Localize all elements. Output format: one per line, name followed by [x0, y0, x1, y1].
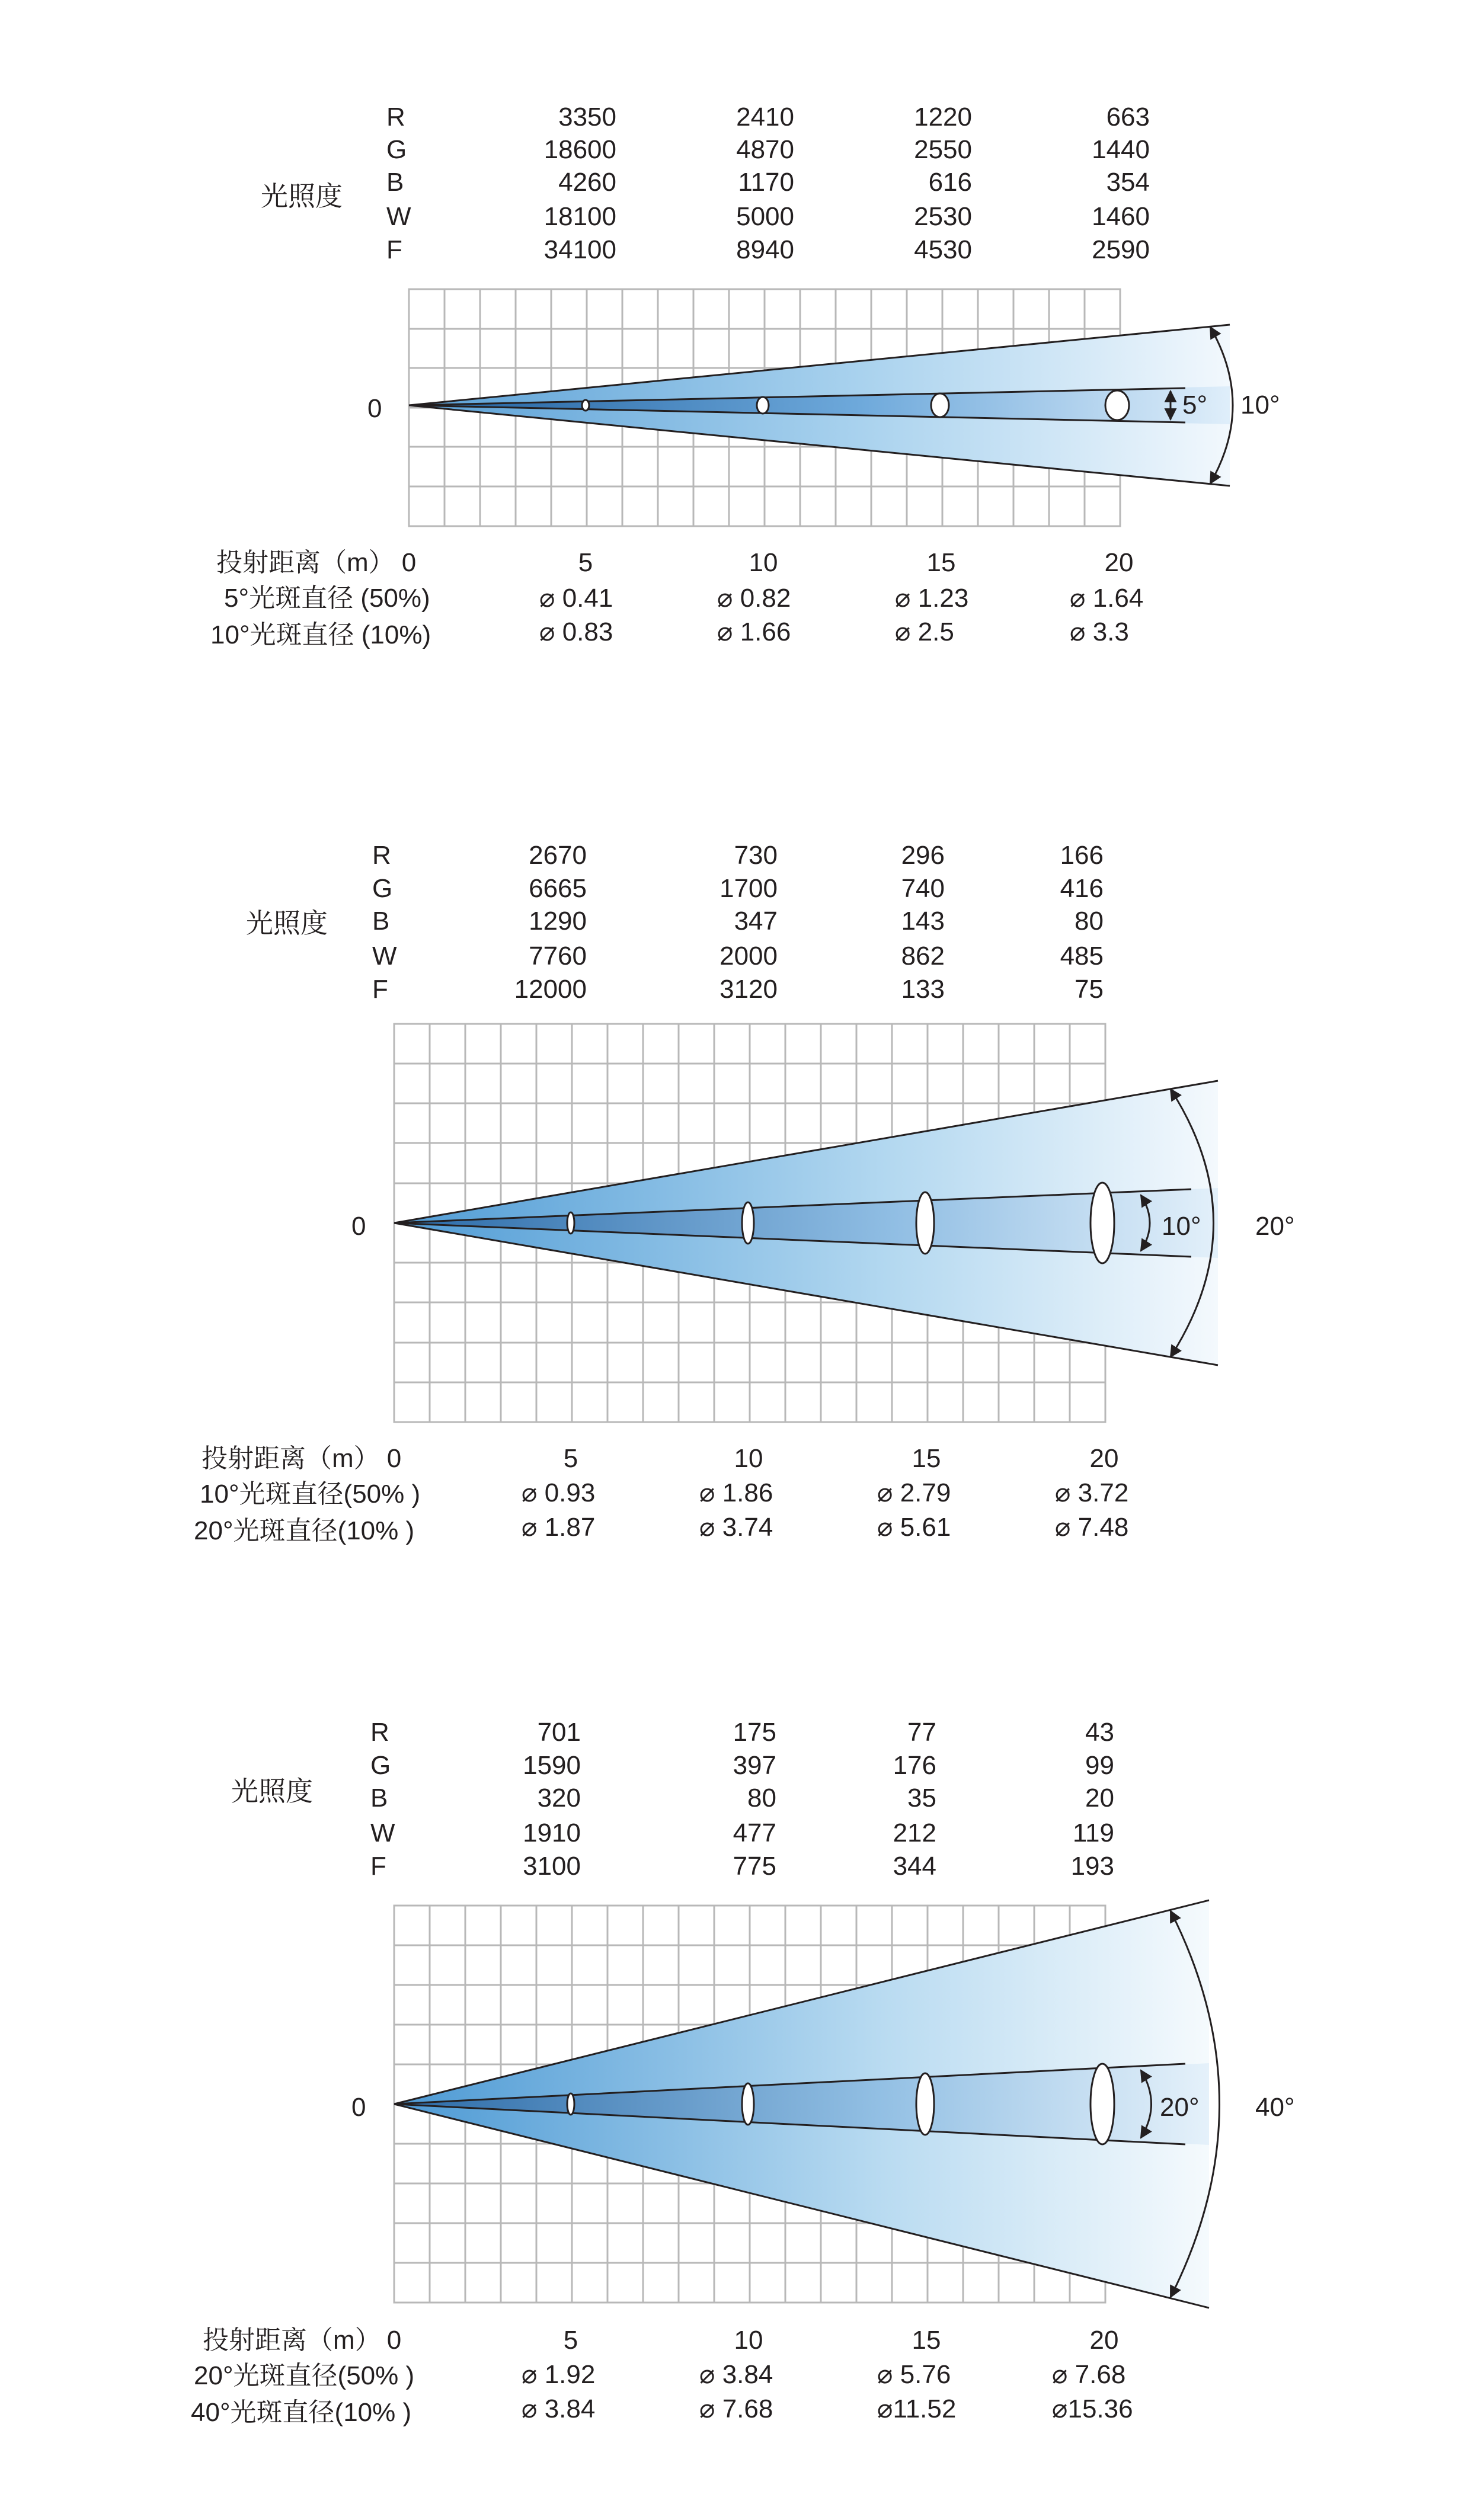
illuminance-value: 80 — [747, 1783, 776, 1813]
origin-label: 0 — [351, 1212, 366, 1241]
channel-name: W — [386, 202, 411, 231]
distance-value: 10 — [734, 2326, 763, 2355]
illuminance-value: 2590 — [1092, 235, 1150, 264]
distance-label: 投射距离（m） — [203, 2326, 381, 2355]
illuminance-value: 75 — [1075, 975, 1104, 1004]
illuminance-value: 20 — [1085, 1783, 1114, 1813]
beam-spot — [757, 397, 769, 414]
illuminance-value: 4260 — [558, 168, 616, 197]
distance-value: 10 — [734, 1444, 763, 1473]
beam-spot — [1105, 390, 1129, 420]
channel-name: G — [370, 1751, 391, 1780]
diameter-value: ⌀ 1.23 — [895, 584, 969, 613]
illuminance-value: 34100 — [543, 235, 616, 264]
beam-spot — [582, 400, 589, 411]
illuminance-value: 119 — [1072, 1818, 1114, 1847]
channel-name: B — [370, 1783, 388, 1813]
diameter-value: ⌀ 5.61 — [877, 1513, 951, 1542]
distance-value: 5 — [563, 2326, 578, 2355]
illuminance-value: 18100 — [543, 202, 616, 231]
diameter-row-label: 20°光斑直径(10% ) — [194, 1516, 415, 1545]
illuminance-label: 光照度 — [261, 181, 343, 212]
channel-name: R — [370, 1718, 389, 1747]
illuminance-value: 397 — [733, 1751, 776, 1780]
inner-angle-label: 10° — [1162, 1212, 1201, 1241]
illuminance-value: 4870 — [736, 135, 794, 164]
diameter-value: ⌀ 3.84 — [699, 2360, 773, 2389]
beam-spot — [567, 1212, 574, 1234]
illuminance-value: 2410 — [736, 103, 794, 132]
illuminance-value: 347 — [734, 907, 778, 936]
illuminance-value: 3120 — [719, 975, 778, 1004]
channel-name: B — [386, 168, 404, 197]
channel-name: F — [372, 975, 388, 1004]
distance-value: 5 — [563, 1444, 578, 1473]
beam-spot — [742, 1202, 754, 1244]
illuminance-value: 416 — [1060, 874, 1104, 903]
illuminance-value: 3350 — [558, 103, 616, 132]
outer-angle-label: 40° — [1255, 2093, 1295, 2122]
diameter-row-label: 40°光斑直径(10% ) — [191, 2398, 412, 2427]
illuminance-label: 光照度 — [231, 1776, 313, 1807]
diameter-row-label: 10°光斑直径 (10%) — [210, 620, 431, 649]
illuminance-value: 344 — [893, 1852, 936, 1881]
diameter-value: ⌀ 0.83 — [539, 617, 613, 646]
illuminance-value: 663 — [1106, 103, 1150, 132]
illuminance-value: 12000 — [514, 975, 587, 1004]
diameter-value: ⌀ 0.41 — [539, 584, 613, 613]
illuminance-value: 477 — [733, 1818, 776, 1847]
illuminance-value: 77 — [907, 1718, 936, 1747]
diameter-row-label: 5°光斑直径 (50%) — [224, 584, 430, 613]
beam-diagram-5deg — [0, 0, 1471, 687]
illuminance-value: 296 — [901, 841, 945, 870]
diameter-value: ⌀ 1.87 — [522, 1513, 596, 1542]
beam-spot — [916, 2073, 934, 2135]
illuminance-value: 1700 — [719, 874, 778, 903]
distance-value: 0 — [401, 548, 417, 577]
diameter-value: ⌀ 0.93 — [522, 1478, 596, 1507]
beam-spot — [1091, 1183, 1114, 1263]
channel-name: G — [386, 135, 407, 164]
illuminance-value: 175 — [733, 1718, 776, 1747]
outer-angle-label: 10° — [1240, 390, 1280, 420]
inner-angle-label: 20° — [1160, 2093, 1200, 2122]
diameter-value: ⌀ 3.72 — [1055, 1478, 1129, 1507]
distance-value: 15 — [926, 548, 956, 577]
beam-spot — [916, 1192, 934, 1254]
illuminance-value: 8940 — [736, 235, 794, 264]
distance-value: 20 — [1089, 1444, 1119, 1473]
illuminance-value: 1590 — [523, 1751, 581, 1780]
illuminance-value: 6665 — [529, 874, 587, 903]
illuminance-value: 80 — [1075, 907, 1104, 936]
diameter-value: ⌀ 1.64 — [1070, 584, 1144, 613]
illuminance-value: 5000 — [736, 202, 794, 231]
channel-name: F — [386, 235, 402, 264]
illuminance-value: 43 — [1085, 1718, 1114, 1747]
diameter-value: ⌀11.52 — [877, 2394, 957, 2423]
illuminance-value: 701 — [537, 1718, 581, 1747]
channel-name: R — [386, 103, 405, 132]
diameter-value: ⌀ 3.3 — [1070, 617, 1129, 646]
beam-spot — [567, 2093, 574, 2115]
illuminance-value: 1910 — [523, 1818, 581, 1847]
illuminance-value: 3100 — [523, 1852, 581, 1881]
illuminance-value: 2550 — [914, 135, 972, 164]
illuminance-value: 133 — [901, 975, 945, 1004]
distance-value: 20 — [1089, 2326, 1119, 2355]
distance-value: 0 — [386, 2326, 402, 2355]
illuminance-value: 212 — [893, 1818, 936, 1847]
beam-diagram-20deg — [0, 1695, 1471, 2465]
distance-value: 10 — [749, 548, 778, 577]
diameter-value: ⌀15.36 — [1052, 2394, 1133, 2423]
illuminance-value: 740 — [901, 874, 945, 903]
illuminance-value: 775 — [733, 1852, 776, 1881]
distance-value: 20 — [1104, 548, 1134, 577]
channel-name: R — [372, 841, 391, 870]
channel-name: F — [370, 1852, 386, 1881]
diameter-value: ⌀ 1.86 — [699, 1478, 773, 1507]
distance-label: 投射距离（m） — [216, 548, 395, 577]
beam-spot — [931, 393, 949, 417]
distance-value: 5 — [578, 548, 593, 577]
diameter-value: ⌀ 3.74 — [699, 1513, 773, 1542]
illuminance-value: 193 — [1070, 1852, 1114, 1881]
distance-value: 0 — [386, 1444, 402, 1473]
illuminance-value: 485 — [1060, 942, 1104, 971]
origin-label: 0 — [367, 394, 382, 423]
illuminance-value: 2000 — [719, 942, 778, 971]
illuminance-value: 1170 — [738, 168, 794, 197]
diameter-value: ⌀ 7.48 — [1055, 1513, 1129, 1542]
channel-name: B — [372, 907, 390, 936]
illuminance-value: 176 — [893, 1751, 936, 1780]
outer-angle-label: 20° — [1255, 1212, 1295, 1241]
illuminance-value: 1440 — [1092, 135, 1150, 164]
illuminance-value: 616 — [928, 168, 972, 197]
illuminance-value: 18600 — [543, 135, 616, 164]
illuminance-value: 730 — [734, 841, 778, 870]
channel-name: G — [372, 874, 393, 903]
diameter-row-label: 20°光斑直径(50% ) — [194, 2361, 415, 2390]
beam-diagram-10deg — [0, 818, 1471, 1576]
illuminance-value: 2670 — [529, 841, 587, 870]
channel-name: W — [372, 942, 397, 971]
illuminance-value: 354 — [1106, 168, 1150, 197]
origin-label: 0 — [351, 2093, 366, 2122]
illuminance-value: 35 — [907, 1783, 936, 1813]
diameter-value: ⌀ 0.82 — [717, 584, 791, 613]
illuminance-value: 862 — [901, 942, 945, 971]
illuminance-value: 166 — [1060, 841, 1104, 870]
illuminance-value: 4530 — [914, 235, 972, 264]
illuminance-value: 2530 — [914, 202, 972, 231]
distance-value: 15 — [912, 1444, 941, 1473]
distance-value: 15 — [912, 2326, 941, 2355]
illuminance-value: 143 — [901, 907, 945, 936]
illuminance-value: 1290 — [529, 907, 587, 936]
diameter-row-label: 10°光斑直径(50% ) — [200, 1480, 421, 1509]
channel-name: W — [370, 1818, 395, 1847]
diameter-value: ⌀ 5.76 — [877, 2360, 951, 2389]
illuminance-value: 1460 — [1092, 202, 1150, 231]
diameter-value: ⌀ 1.92 — [522, 2360, 596, 2389]
distance-label: 投射距离（m） — [202, 1444, 380, 1473]
diameter-value: ⌀ 1.66 — [717, 617, 791, 646]
beam-spot — [1091, 2064, 1114, 2144]
beam-spot — [742, 2083, 754, 2125]
illuminance-value: 1220 — [914, 103, 972, 132]
inner-angle-label: 5° — [1182, 390, 1208, 420]
illuminance-label: 光照度 — [246, 908, 328, 939]
illuminance-value: 99 — [1085, 1751, 1114, 1780]
diameter-value: ⌀ 7.68 — [699, 2394, 773, 2423]
diameter-value: ⌀ 7.68 — [1052, 2360, 1126, 2389]
illuminance-value: 320 — [537, 1783, 581, 1813]
diameter-value: ⌀ 3.84 — [522, 2394, 596, 2423]
illuminance-value: 7760 — [529, 942, 587, 971]
diameter-value: ⌀ 2.5 — [895, 617, 954, 646]
diameter-value: ⌀ 2.79 — [877, 1478, 951, 1507]
